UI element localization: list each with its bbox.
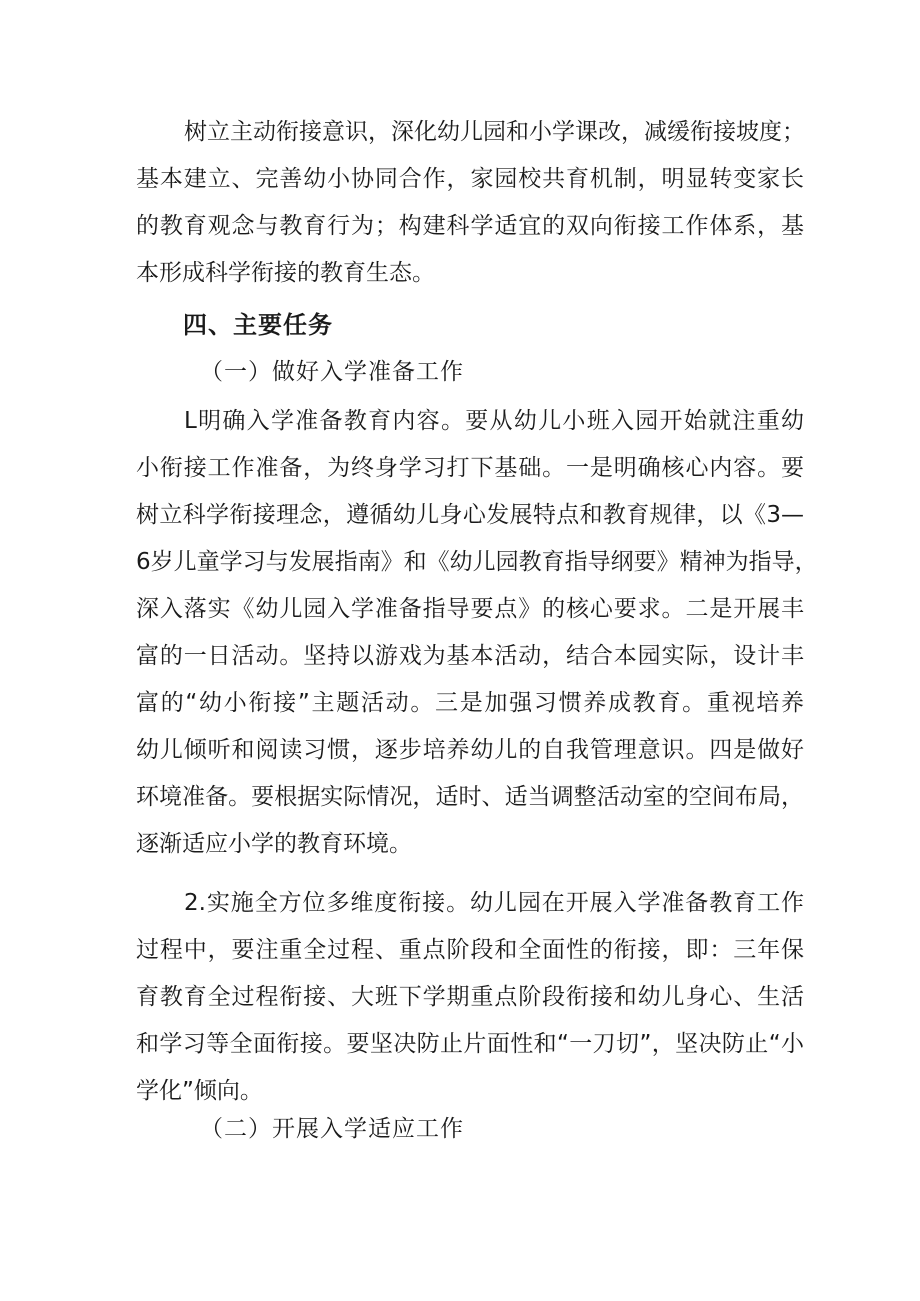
paragraph-line: 富的“幼小衔接”主题活动。三是加强习惯养成教育。重视培养 [136,690,804,716]
paragraph-line: 富的一日活动。坚持以游戏为基本活动，结合本园实际，设计丰 [136,643,804,669]
section-heading: 四、主要任务 [183,311,333,339]
paragraph-line: 6岁儿童学习与发展指南》和《幼儿园教育指导纲要》精神为指导， [136,549,818,575]
paragraph-line: L明确入学准备教育内容。要从幼儿小班入园开始就注重幼 [184,408,804,434]
paragraph-line: 树立主动衔接意识，深化幼儿园和小学课改，减缓衔接坡度； [184,119,805,145]
paragraph-line: 深入落实《幼儿园入学准备指导要点》的核心要求。二是开展丰 [136,596,804,622]
paragraph-line: 树立科学衔接理念，遵循幼儿身心发展特点和教育规律，以《3— [136,502,804,528]
paragraph-line: 本形成科学衔接的教育生态。 [136,260,435,286]
paragraph-line: 和学习等全面衔接。要坚决防止片面性和“一刀切”，坚决防止“小 [136,1031,804,1057]
paragraph-line: 育教育全过程衔接、大班下学期重点阶段衔接和幼儿身心、生活 [136,984,804,1010]
paragraph-line: 过程中，要注重全过程、重点阶段和全面性的衔接，即：三年保 [136,937,804,963]
paragraph-line: 的教育观念与教育行为；构建科学适宜的双向衔接工作体系，基 [136,213,804,239]
paragraph-line: 幼儿倾听和阅读习惯，逐步培养幼儿的自我管理意识。四是做好 [136,737,804,763]
paragraph-line: 2.实施全方位多维度衔接。幼儿园在开展入学准备教育工作 [184,890,804,916]
paragraph-line: 学化”倾向。 [136,1078,263,1104]
paragraph-line: 逐渐适应小学的教育环境。 [136,831,412,857]
paragraph-line: 基本建立、完善幼小协同合作，家园校共育机制，明显转变家长 [136,166,804,192]
paragraph-line: 小衔接工作准备，为终身学习打下基础。一是明确核心内容。要 [136,455,804,481]
subsection-heading: （一）做好入学准备工作 [200,359,464,385]
paragraph-line: 环境准备。要根据实际情况，适时、适当调整活动室的空间布局， [136,784,804,810]
subsection-heading: （二）开展入学适应工作 [200,1116,464,1142]
